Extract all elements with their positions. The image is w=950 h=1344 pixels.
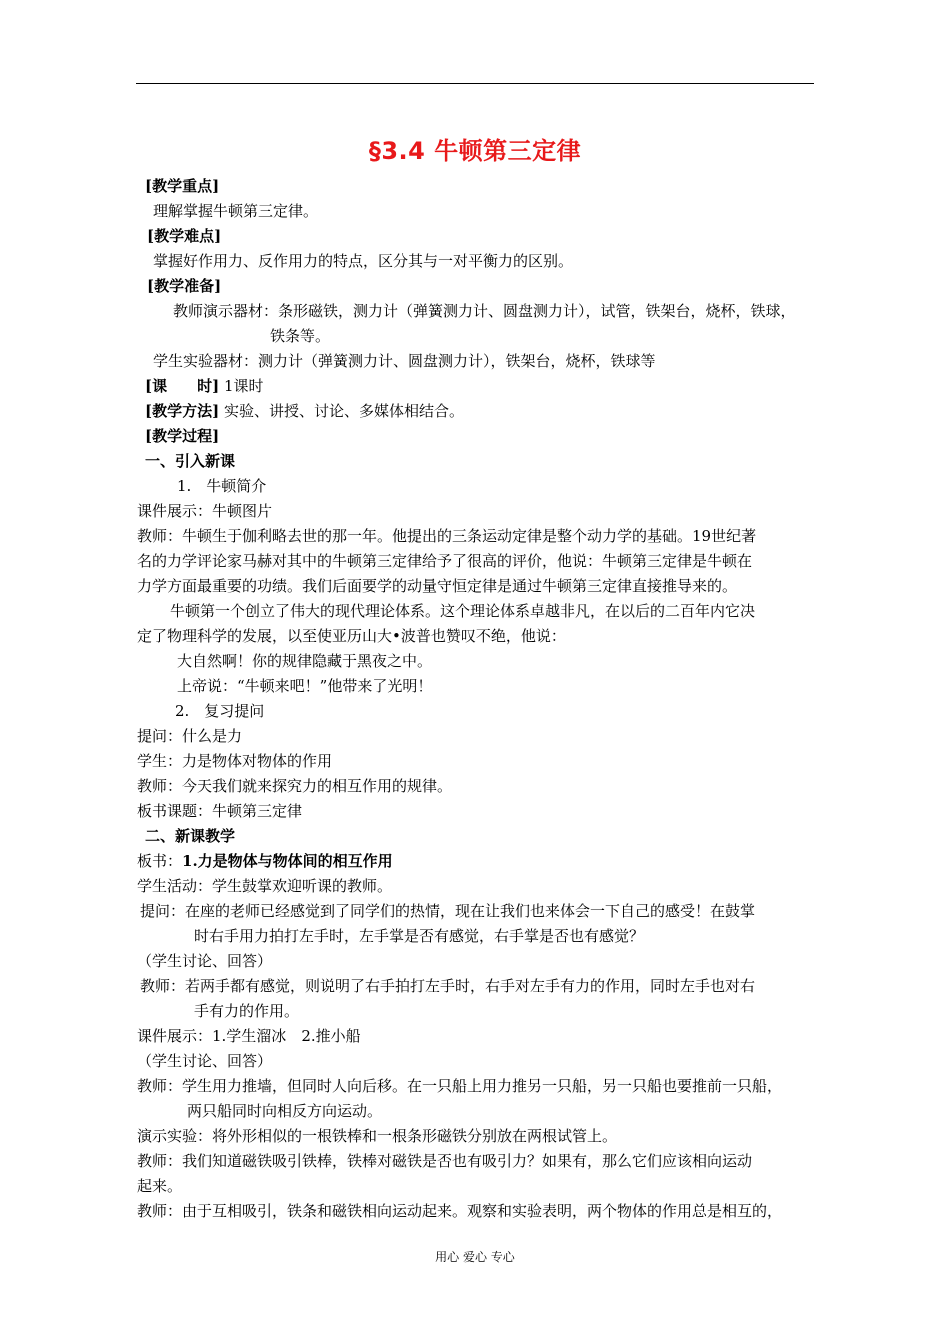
paragraph-line: 提问：什么是力	[137, 727, 243, 745]
paragraph-line: 教师：学生用力推墙，但同时人向后移。在一只船上用力推另一只船，另一只船也要推前一只船，	[137, 1077, 783, 1095]
period-value: 1课时	[223, 377, 264, 395]
paragraph-line: 两只船同时向相反方向运动。	[187, 1102, 383, 1120]
preparation-heading: [教学准备]	[147, 277, 222, 295]
difficulties-heading: [教学难点]	[147, 227, 222, 245]
paragraph-line: 学生活动：学生鼓掌欢迎听课的教师。	[137, 877, 393, 895]
quote-line: 上帝说：“牛顿来吧！”他带来了光明！	[177, 677, 433, 695]
section-heading-1: 一、引入新课	[145, 452, 236, 470]
teacher-equipment-line1: 教师演示器材：条形磁铁，测力计（弹簧测力计、圆盘测力计），试管，铁架台，烧杯，铁球，	[173, 302, 796, 320]
paragraph-line: 名的力学评论家马赫对其中的牛顿第三定律给予了很高的评价，他说：牛顿第三定律是牛顿在	[137, 552, 753, 570]
paragraph-line: 牛顿第一个创立了伟大的现代理论体系。这个理论体系卓越非凡，在以后的二百年内它决	[170, 602, 756, 620]
process-heading: [教学过程]	[145, 427, 220, 445]
paragraph-line: 教师：我们知道磁铁吸引铁棒，铁棒对磁铁是否也有吸引力？如果有，那么它们应该相向运动	[137, 1152, 753, 1170]
quote-line: 大自然啊！你的规律隐藏于黑夜之中。	[177, 652, 433, 670]
paragraph-line: 提问：在座的老师已经感觉到了同学们的热情，现在让我们也来体会一下自己的感受！在鼓掌	[140, 902, 756, 920]
paragraph-line: 学生：力是物体对物体的作用	[137, 752, 333, 770]
paragraph-line: 演示实验：将外形相似的一根铁棒和一根条形磁铁分别放在两根试管上。	[137, 1127, 618, 1145]
paragraph-line: 课件展示：牛顿图片	[137, 502, 273, 520]
paragraph-line: 教师：若两手都有感觉，则说明了右手拍打左手时，右手对左手有力的作用，同时左手也对右	[140, 977, 756, 995]
paragraph-line: （学生讨论、回答）	[137, 952, 273, 970]
paragraph-line: 力学方面最重要的功绩。我们后面要学的动量守恒定律是通过牛顿第三定律直接推导来的。	[137, 577, 738, 595]
paragraph-line: 教师：由于互相吸引，铁条和磁铁相向运动起来。观察和实验表明，两个物体的作用总是相互的，	[137, 1202, 783, 1220]
paragraph-line: （学生讨论、回答）	[137, 1052, 273, 1070]
difficulties-text: 掌握好作用力、反作用力的特点，区分其与一对平衡力的区别。	[153, 252, 574, 270]
method-value: 实验、讲授、讨论、多媒体相结合。	[223, 402, 464, 420]
method-line	[145, 401, 464, 421]
key-points-heading: [教学重点]	[145, 177, 220, 195]
paragraph-line: 课件展示：1.学生溜冰 2.推小船	[137, 1027, 361, 1045]
board-label: 板书：	[137, 852, 183, 870]
board-line	[137, 851, 393, 871]
paragraph-line: 起来。	[137, 1177, 183, 1195]
student-equipment: 学生实验器材：测力计（弹簧测力计、圆盘测力计），铁架台，烧杯，铁球等	[153, 352, 656, 370]
board-value: 1.力是物体与物体间的相互作用	[182, 852, 393, 870]
period-line	[145, 376, 264, 396]
period-heading: [课 时]	[145, 377, 220, 395]
subsection-item-1: 1. 牛顿简介	[177, 477, 267, 495]
paragraph-line: 手有力的作用。	[194, 1002, 300, 1020]
teacher-equipment-line2: 铁条等。	[270, 327, 331, 345]
page-title: §3.4 牛顿第三定律	[368, 137, 582, 165]
paragraph-line: 板书课题：牛顿第三定律	[137, 802, 303, 820]
key-points-text: 理解掌握牛顿第三定律。	[153, 202, 319, 220]
paragraph-line: 时右手用力拍打左手时，左手掌是否有感觉，右手掌是否也有感觉？	[194, 927, 645, 945]
paragraph-line: 教师：今天我们就来探究力的相互作用的规律。	[137, 777, 453, 795]
method-heading: [教学方法]	[145, 402, 220, 420]
paragraph-line: 定了物理科学的发展，以至使亚历山大•波普也赞叹不绝，他说：	[137, 627, 566, 645]
page-footer: 用心 爱心 专心	[435, 1250, 515, 1264]
section-heading-2: 二、新课教学	[145, 827, 236, 845]
paragraph-line: 教师：牛顿生于伽利略去世的那一年。他提出的三条运动定律是整个动力学的基础。19世纪著	[137, 527, 757, 545]
subsection-item-2: 2. 复习提问	[175, 702, 265, 720]
header-rule	[136, 83, 814, 84]
